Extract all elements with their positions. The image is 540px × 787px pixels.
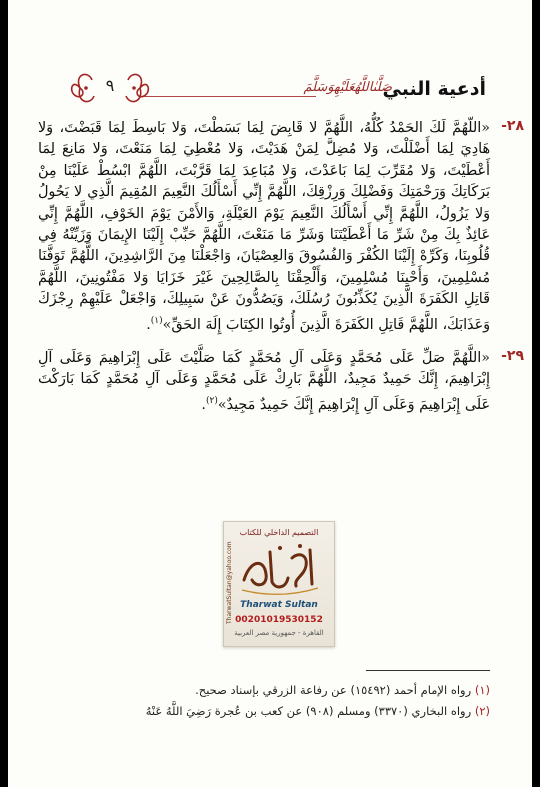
honorific-calligraphy: صَلَّىٰاللَّهُعَلَيْهِوَسَلَّمَ [303, 80, 392, 95]
stamp-email: TharwatSultan@yahoo.com [226, 541, 233, 624]
entry-number: ٢٩- [501, 347, 524, 364]
page-number: ٩ [105, 76, 115, 95]
entry-text-wrap: «اللَّهُمَّ صَلِّ عَلَى مُحَمَّدٍ وَعَلَى آلِ مُحَمَّدٍ كَمَا صَلَّيْتَ عَلَى إِبْرَاهِيمَ وَعَلَى آلِ إِبْرَاهِيمَ، إِنَّكَ حَمِيدٌ مَجِيدٌ، اللَّهُمَّ بَارِكْ عَلَى مُحَمَّدٍ وَعَلَى آلِ مُحَمَّدٍ كَمَا بَارَكْتَ عَلَى إِبْرَاهِيمَ وَعَلَى آلِ إِبْرَاهِيمَ إِنَّكَ حَمِيدٌ مَجِيدٌ»$^{(٢)}$. [38, 349, 490, 413]
footnote-ref: (١) [150, 315, 163, 326]
footnote-text: رواه الإمام أحمد (١٥٤٩٢) عن رفاعة الزرقي بإسناد صحيح. [195, 683, 472, 697]
footnotes [38, 680, 490, 722]
stamp-top-text: التصميم الداخلي للكتاب [239, 528, 319, 537]
entry-text: «اللّهُمَّ لَكَ الحَمْدُ كُلُّهُ، اللَّهُمَّ لا قَابِضَ لِمَا بَسَطْتَ، وَلا بَاسِطَ لِمَا قَبَضْتَ، وَلا هَادِيَ لِمَا أَضْلَلْتَ، وَلا مُضِلَّ لِمَنْ هَدَيْتَ، وَلا مُعْطِيَ لِمَا مَنَعْتَ، وَلا مَانِعَ لِمَا أَعْطَيْتَ، وَلا مُقَرِّبَ لِمَا بَاعَدْتَ، وَلا مُبَاعِدَ لِمَا قَرَّبْتَ، اللَّهُمَّ ابْسُطْ عَلَيْنَا مِنْ بَرَكَاتِكَ وَرَحْمَتِكَ وَفَضْلِكَ وَرِزْقِكَ، اللَّهُمَّ إِنِّي أَسْأَلُكَ النَّعِيمَ المُقِيمَ الَّذِي لا يَحُولُ وَلا يَزُولُ، اللَّهُمَّ إِنِّي أَسْأَلُكَ النَّعِيمَ يَوْمَ العَيْلَةِ، وَالأَمْنَ يَوْمَ الخَوْفِ، اللَّهُمَّ إِنِّي عَائِذٌ بِكَ مِنْ شَرِّ مَا أَعْطَيْتَنَا وَشَرِّ مَا مَنَعْتَ، اللَّهُمَّ حَبِّبْ إِلَيْنَا الإِيمَانَ وَزَيِّنْهُ فِي قُلُوبِنَا، وَكَرِّهْ إِلَيْنَا الكُفْرَ وَالفُسُوقَ وَالعِصْيَانَ، وَاجْعَلْنَا مِنَ الرَّاشِدِينَ، اللَّهُمَّ تَوَفَّنَا مُسْلِمِينَ، وَأَحْيِنَا مُسْلِمِينَ، وَأَلْحِقْنَا بِالصَّالِحِينَ غَيْرَ خَزَايَا وَلا مَفْتُونِينَ، اللَّهُمَّ قَاتِلِ الكَفَرَةَ الَّذِينَ يُكَذِّبُونَ رُسُلَكَ، وَيَصُدُّونَ عَنْ سَبِيلِكَ، وَاجْعَلْ عَلَيْهِمْ رِجْزَكَ وَعَذَابَكَ، اللَّهُمَّ قَاتِلِ الكَفَرَةَ الَّذِينَ أُوتُوا الكِتَابَ إِلَهَ الحَقِّ» [38, 120, 490, 333]
entry-text-wrap: «اللّهُمَّ لَكَ الحَمْدُ كُلُّهُ، اللَّهُمَّ لا قَابِضَ لِمَا بَسَطْتَ، وَلا بَاسِطَ لِمَا قَبَضْتَ، وَلا هَادِيَ لِمَا أَضْلَلْتَ، وَلا مُضِلَّ لِمَنْ هَدَيْتَ، وَلا مُعْطِيَ لِمَا مَنَعْتَ، وَلا مَانِعَ لِمَا أَعْطَيْتَ، وَلا مُقَرِّبَ لِمَا بَاعَدْتَ، وَلا مُبَاعِدَ لِمَا قَرَّبْتَ، اللَّهُمَّ ابْسُطْ عَلَيْنَا مِنْ بَرَكَاتِكَ وَرَحْمَتِكَ وَفَضْلِكَ وَرِزْقِكَ، اللَّهُمَّ إِنِّي أَسْأَلُكَ النَّعِيمَ المُقِيمَ الَّذِي لا يَحُولُ وَلا يَزُولُ، اللَّهُمَّ إِنِّي أَسْأَلُكَ النَّعِيمَ يَوْمَ العَيْلَةِ، وَالأَمْنَ يَوْمَ الخَوْفِ، اللَّهُمَّ إِنِّي عَائِذٌ بِكَ مِنْ شَرِّ مَا أَعْطَيْتَنَا وَشَرِّ مَا مَنَعْتَ، اللَّهُمَّ حَبِّبْ إِلَيْنَا الإِيمَانَ وَزَيِّنْهُ فِي قُلُوبِنَا، وَكَرِّهْ إِلَيْنَا الكُفْرَ وَالفُسُوقَ وَالعِصْيَانَ، وَاجْعَلْنَا مِنَ الرَّاشِدِينَ، اللَّهُمَّ تَوَفَّنَا مُسْلِمِينَ، وَأَحْيِنَا مُسْلِمِينَ، وَأَلْحِقْنَا بِالصَّالِحِينَ غَيْرَ خَزَايَا وَلا مَفْتُونِينَ، اللَّهُمَّ قَاتِلِ الكَفَرَةَ الَّذِينَ يُكَذِّبُونَ رُسُلَكَ، وَيَصُدُّونَ عَنْ سَبِيلِكَ، وَاجْعَلْ عَلَيْهِمْ رِجْزَكَ وَعَذَابَكَ، اللَّهُمَّ قَاتِلِ الكَفَرَةَ الَّذِينَ أُوتُوا الكِتَابَ إِلَهَ الحَقِّ»$^{(١)}$. [38, 120, 490, 333]
footnote-number: (١) [474, 683, 490, 697]
prayer-entry [38, 118, 524, 336]
header-rule [144, 96, 316, 97]
footnote-item [38, 680, 490, 701]
footnote-item [38, 701, 490, 722]
designer-stamp [223, 521, 335, 647]
stamp-city: القاهرة - جمهورية مصر العربية [234, 629, 324, 637]
footnote-ref: (٢) [205, 395, 218, 406]
footnote-divider [366, 670, 490, 671]
entry-text: «اللَّهُمَّ صَلِّ عَلَى مُحَمَّدٍ وَعَلَى آلِ مُحَمَّدٍ كَمَا صَلَّيْتَ عَلَى إِبْرَاهِيمَ وَعَلَى آلِ إِبْرَاهِيمَ، إِنَّكَ حَمِيدٌ مَجِيدٌ، اللَّهُمَّ بَارِكْ عَلَى مُحَمَّدٍ وَعَلَى آلِ مُحَمَّدٍ كَمَا بَارَكْتَ عَلَى إِبْرَاهِيمَ وَعَلَى آلِ إِبْرَاهِيمَ إِنَّكَ حَمِيدٌ مَجِيدٌ» [38, 349, 490, 413]
page-header [66, 68, 486, 108]
footnote-text: رواه البخاري (٣٣٧٠) ومسلم (٩٠٨) عن كعب بن عُجرة رَضِيَ اللَّهُ عَنْهُ [145, 704, 472, 718]
page-title: أدعية النبي [382, 78, 486, 100]
calligraphy-logo [236, 540, 322, 598]
prayer-entry [38, 347, 524, 416]
stamp-name: Tharwat Sultan [240, 600, 318, 610]
entry-number: ٢٨- [501, 118, 524, 134]
prayer-body [38, 118, 524, 428]
stamp-phone: 00201019530152 [235, 615, 323, 625]
header-ornament [66, 68, 154, 108]
book-page [8, 0, 532, 787]
footnote-number: (٢) [474, 704, 490, 718]
